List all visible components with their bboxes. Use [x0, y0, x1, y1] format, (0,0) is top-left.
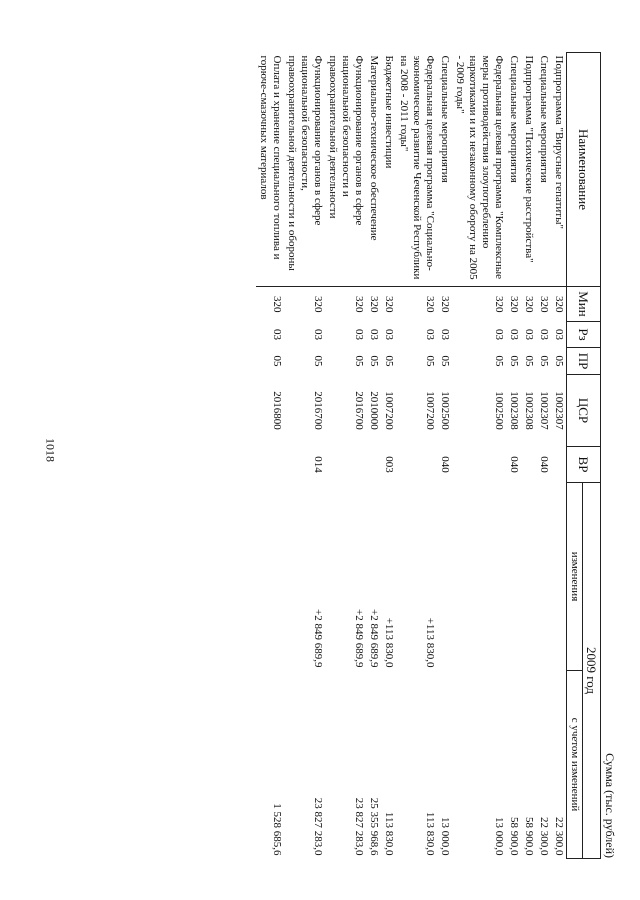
header-row — [582, 53, 600, 859]
row-change — [551, 483, 566, 671]
document-page — [72, 52, 617, 862]
row-pr: 05 — [368, 355, 381, 367]
row-total: 113 830,0 — [423, 811, 436, 856]
row-name: Федеральная целевая программа "Социально-экономическое развитие Чеченской Республики на 2008 - 2011 годы" — [396, 53, 437, 287]
row-change: +2 849 689,9 — [368, 609, 381, 668]
row-change — [256, 483, 284, 671]
row-rz: 03 — [271, 329, 284, 340]
row-csr: 1002500 — [492, 391, 505, 430]
row-total: 58 900,0 — [507, 817, 520, 856]
table-row — [536, 53, 551, 859]
row-min: 320 — [537, 296, 550, 313]
row-name: Оплата и хранение специального топлива и горюче-смазочных материалов — [256, 53, 284, 287]
row-pr: 05 — [438, 355, 451, 367]
row-vr — [325, 447, 366, 483]
row-vr: 014 — [312, 456, 325, 473]
row-change: +113 830,0 — [423, 617, 436, 668]
row-csr: 1002308 — [507, 391, 520, 430]
table-body — [256, 53, 566, 859]
row-vr — [551, 447, 566, 483]
table-row — [366, 53, 381, 859]
row-csr: 1002500 — [438, 391, 451, 430]
row-vr — [256, 447, 284, 483]
table-row — [506, 53, 521, 859]
row-name: Федеральная целевая программа "Комплексные меры противодействия злоупотреблению наркотиками и их незаконному обороту на 2005 - 2009 годы" — [452, 53, 506, 287]
row-name: Материально-техническое обеспечение — [366, 53, 381, 287]
row-total: 113 830,0 — [383, 811, 396, 856]
table-row — [284, 53, 325, 859]
row-change — [437, 483, 452, 671]
table-row — [381, 53, 396, 859]
table-row — [437, 53, 452, 859]
row-name: Функционирование органов в сфере национальной безопасности, правоохранительной деятельности и обороны — [284, 53, 325, 287]
table-row — [452, 53, 506, 859]
row-total: 13 000,0 — [492, 817, 505, 856]
header-year: 2009 год — [582, 483, 600, 859]
row-min: 320 — [383, 296, 396, 313]
row-total: 22 300,0 — [552, 817, 565, 856]
row-name: Функционирование органов в сфере национальной безопасности и правоохранительной деятельности — [325, 53, 366, 287]
header-rz: Рз — [566, 322, 600, 348]
row-csr: 1002307 — [537, 391, 550, 430]
row-rz: 03 — [537, 329, 550, 340]
row-pr: 05 — [423, 355, 436, 367]
row-csr: 2016700 — [312, 391, 325, 430]
row-vr — [452, 447, 506, 483]
table-row — [256, 53, 284, 859]
row-change — [506, 483, 521, 671]
units-caption: Сумма (тыс. рублей) — [603, 753, 617, 858]
row-min: 320 — [423, 296, 436, 313]
row-name: Специальные мероприятия — [536, 53, 551, 287]
row-name: Бюджетные инвестиции — [381, 53, 396, 287]
row-pr: 05 — [492, 355, 505, 367]
row-vr: 040 — [507, 456, 520, 473]
row-rz: 03 — [492, 329, 505, 340]
row-min: 320 — [507, 296, 520, 313]
row-total: 23 827 283,0 — [353, 797, 366, 856]
row-pr: 05 — [383, 355, 396, 367]
row-vr — [366, 447, 381, 483]
row-total: 13 000,0 — [438, 817, 451, 856]
row-pr: 05 — [537, 355, 550, 367]
row-name: Специальные мероприятия — [506, 53, 521, 287]
header-min: Мин — [566, 287, 600, 322]
row-pr: 05 — [507, 355, 520, 367]
row-rz: 03 — [507, 329, 520, 340]
table-row — [325, 53, 366, 859]
row-change — [521, 483, 536, 671]
row-min: 320 — [522, 296, 535, 313]
row-rz: 03 — [368, 329, 381, 340]
row-csr: 2016800 — [271, 391, 284, 430]
table-row — [551, 53, 566, 859]
row-change: +2 849 689,9 — [353, 609, 366, 668]
row-rz: 03 — [522, 329, 535, 340]
table-row — [521, 53, 536, 859]
row-min: 320 — [312, 296, 325, 313]
header-pr: ПР — [566, 348, 600, 375]
row-pr: 05 — [522, 355, 535, 367]
row-rz: 03 — [353, 329, 366, 340]
row-pr: 05 — [353, 355, 366, 367]
row-vr — [521, 447, 536, 483]
table-row — [396, 53, 437, 859]
row-min: 320 — [368, 296, 381, 313]
header-vr: ВР — [566, 447, 600, 483]
row-rz: 03 — [438, 329, 451, 340]
row-min: 320 — [353, 296, 366, 313]
row-total: 22 300,0 — [537, 817, 550, 856]
row-total: 58 900,0 — [522, 817, 535, 856]
page-number: 1018 — [43, 438, 58, 462]
row-rz: 03 — [383, 329, 396, 340]
row-vr: 040 — [537, 456, 550, 473]
header-csr: ЦСР — [566, 375, 600, 447]
row-csr: 1002307 — [552, 391, 565, 430]
row-rz: 03 — [312, 329, 325, 340]
row-change: +113 830,0 — [383, 617, 396, 668]
row-rz: 03 — [423, 329, 436, 340]
row-vr: 003 — [383, 456, 396, 473]
row-total: 23 827 283,0 — [312, 797, 325, 856]
row-min: 320 — [492, 296, 505, 313]
row-min: 320 — [271, 296, 284, 313]
row-csr: 1007200 — [423, 391, 436, 430]
row-name: Подпрограмма "Психические расстройства" — [521, 53, 536, 287]
row-total: 1 528 685,6 — [271, 803, 284, 856]
row-pr: 05 — [312, 355, 325, 367]
row-pr: 05 — [271, 355, 284, 367]
header-with-changes: с учетом изменений — [566, 671, 582, 859]
row-vr — [396, 447, 437, 483]
row-change — [536, 483, 551, 671]
row-min: 320 — [552, 296, 565, 313]
row-change — [452, 483, 506, 671]
row-change: +2 849 689,9 — [312, 609, 325, 668]
row-name: Подпрограмма "Вирусные гепатиты" — [551, 53, 566, 287]
budget-table — [256, 52, 601, 859]
row-csr: 2010000 — [368, 391, 381, 430]
row-csr: 1007200 — [383, 391, 396, 430]
header-name: Наименование — [566, 53, 600, 287]
row-total: 25 355 968,6 — [368, 797, 381, 856]
row-pr: 05 — [552, 355, 565, 367]
row-csr: 2016700 — [353, 391, 366, 430]
header-changes: изменения — [566, 483, 582, 671]
row-vr: 040 — [438, 456, 451, 473]
row-min: 320 — [438, 296, 451, 313]
row-name: Специальные мероприятия — [437, 53, 452, 287]
row-rz: 03 — [552, 329, 565, 340]
row-csr: 1002308 — [522, 391, 535, 430]
